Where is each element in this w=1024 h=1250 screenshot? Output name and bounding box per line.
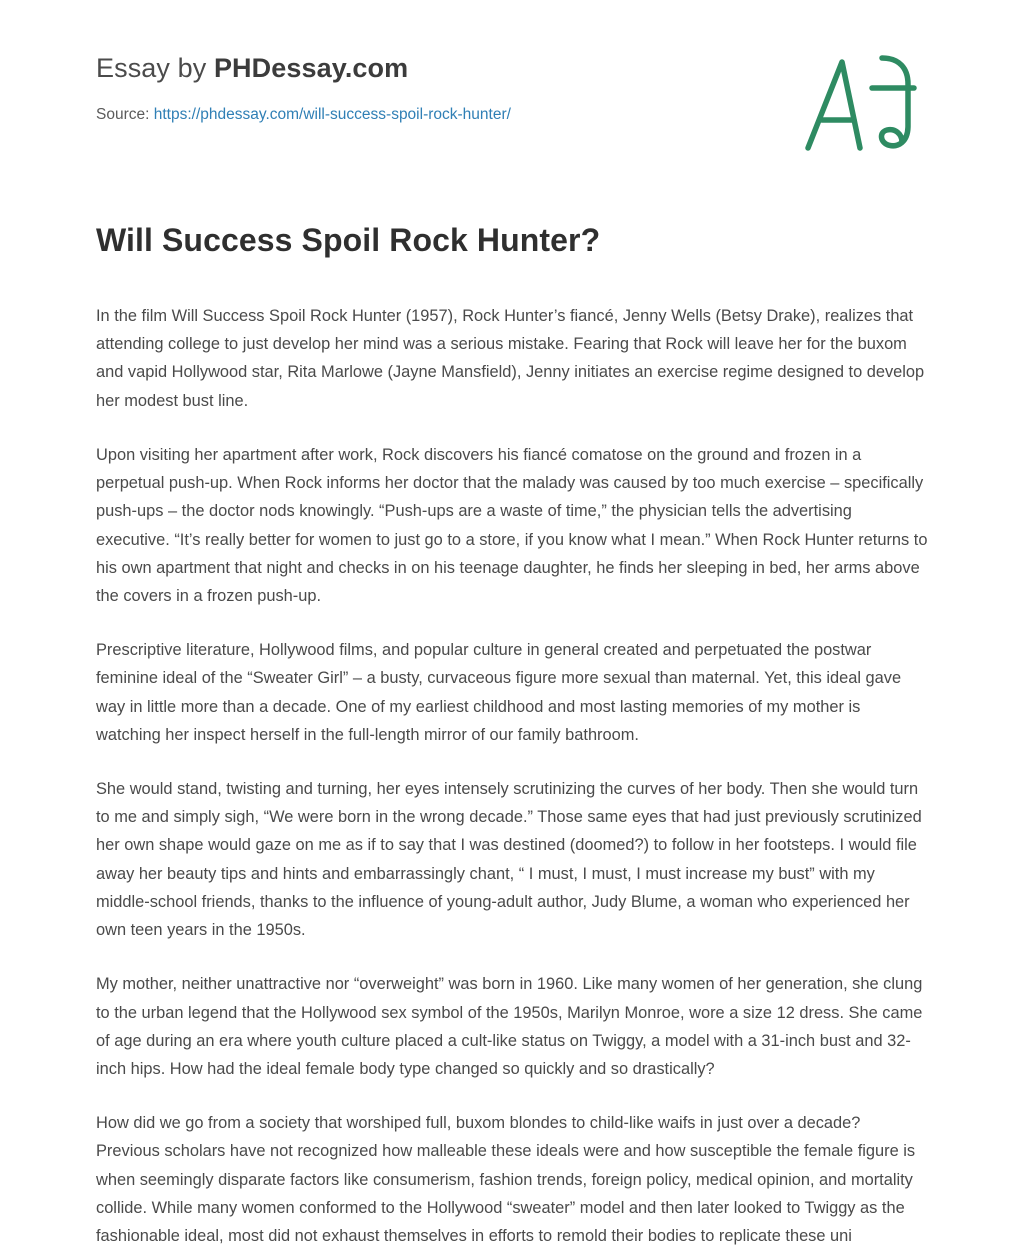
brand-prefix: Essay by [96,53,214,83]
paragraph: In the film Will Success Spoil Rock Hunter (1957), Rock Hunter’s fiancé, Jenny Wells (Betsy Drake), realizes that attending college to just develop her mind was a serious mistake. Fearing that Rock will leave her for the buxom and vapid Hollywood star, Rita Marlowe (Jayne Mansfield), Jenny initiates an exercise regime designed to develop her modest bust line. [96,306,925,410]
page-header [0,0,1024,124]
brand-name: PHDessay.com [213,53,409,83]
paragraph: My mother, neither unattractive nor “overweight” was born in 1960. Like many women of her generation, she clung to the urban legend that the Hollywood sex symbol of the 1950s, Marilyn Monroe, wore a size 12 dress. She came of age during an era where youth culture placed a cult-like status on Twiggy, a model with a 31-inch bust and 32-inch hips. How had the ideal female body type changed so quickly and so drastically? [96,975,923,1079]
source-url-link[interactable]: https://phdessay.com/will-success-spoil-rock-hunter/ [153,106,511,124]
phdessay-logo-icon [798,48,928,158]
paragraph: Upon visiting her apartment after work, Rock discovers his fiancé comatose on the ground and frozen in a perpetual push-up. When Rock informs her doctor that the malady was caused by too much exercise – specifically push-ups – the doctor nods knowingly. “Push-ups are a waste of time,” the physician tells the advertising executive. “It’s really better for women to just go to a store, if you know what I mean.” When Rock Hunter returns to his own apartment that night and checks in on his teenage daughter, he finds her sleeping in bed, her arms above the covers in a frozen push-up. [96,445,928,605]
paragraph: She would stand, twisting and turning, her eyes intensely scrutinizing the curves of her body. Then she would turn to me and simply sigh, “We were born in the wrong decade.” Those same eyes that had just previously scrutinized her own shape would gaze on me as if to say that I was destined (doomed?) to follow in her footsteps. I would file away her beauty tips and hints and embarrassingly chant, “ I must, I must, I must increase my bust” with my middle-school friends, thanks to the influence of young-adult author, Judy Blume, a woman who experienced her own teen years in the 1950s. [96,780,922,940]
page-title: Will Success Spoil Rock Hunter? [96,222,601,259]
article-body [96,302,928,1250]
paragraph: How did we go from a society that worshiped full, buxom blondes to child-like waifs in just over a decade? Previous scholars have not recognized how malleable these ideals were and how susceptible the female figure is when seemingly disparate factors like consumerism, fashion trends, foreign policy, medical opinion, and mortality collide. While many women conformed to the Hollywood “sweater” model and then later looked to Twiggy as the fashionable ideal, most did not exhaust themselves in efforts to remold their bodies to replicate these uni [96,1114,916,1246]
source-label: Source: [96,106,154,124]
paragraph: Prescriptive literature, Hollywood films, and popular culture in general created and perpetuated the postwar feminine ideal of the “Sweater Girl” – a busty, curvaceous figure more sexual than maternal. Yet, this ideal gave way in little more than a decade. One of my earliest childhood and most lasting memories of my mother is watching her inspect herself in the full-length mirror of our family bathroom. [96,641,902,744]
